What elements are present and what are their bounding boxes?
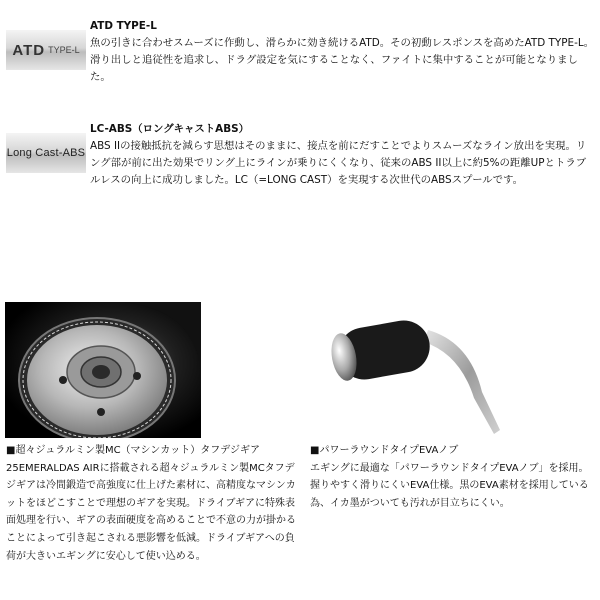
gear-caption-title: ■超々ジュラルミン製MC（マシンカット）タフデジギア [6, 445, 261, 456]
atd-description [90, 18, 596, 86]
knob-caption [310, 442, 595, 512]
lc-abs-description [90, 121, 596, 189]
gear-caption-body: 25EMERALDAS AIRに搭載される超々ジュラルミン製MCタフデジギアは冷間鍛造で高強度に仕上げた素材に、高精度なマシンカットをほどこすことで理想のギアを実現。ドライブギアに特殊表面処理を行い、ギアの表面硬度を高めることで不意の力が掛かることによって引き起こされる悪影響を低減。ドライブギアへの負荷が大きいエギングに安心して使い込める。 [6, 462, 296, 562]
drive-gear-illustration [5, 302, 201, 438]
gear-photo [5, 302, 201, 438]
atd-type-l-badge [6, 30, 86, 70]
knob-caption-title: ■パワーラウンドタイプEVAノブ [310, 445, 459, 456]
atd-logo: ATD [12, 41, 46, 59]
lc-abs-title: LC-ABS（ロングキャストABS） [90, 123, 249, 135]
knob-caption-body: エギングに最適な「パワーラウンドタイプEVAノブ」を採用。握りやすく滑りにくいEVA仕様。黒のEVA素材を採用している為、イカ墨がついても汚れが目立ちにくい。 [310, 462, 589, 509]
lc-abs-body: ABS IIの接触抵抗を減らす思想はそのままに、接点を前にだすことでよりスムーズなライン放出を実現。リング部が前に出た効果でリング上にラインが乗りにくくなり、従来のABS II以上に約5%の距離UPとトラブルレスの向上に成功しました。LC（=LONG CAST）を実現する次世代のABSスプールです。 [90, 140, 587, 186]
gear-caption [6, 442, 298, 565]
long-cast-abs-label: Long Cast-ABS [6, 147, 86, 159]
atd-logo-sub: TYPE-L [48, 45, 80, 55]
atd-body: 魚の引きに合わせスムーズに作動し、滑らかに効き続けるATD。その初動レスポンスを高めたATD TYPE-L。滑り出しと追従性を追求し、ドラグ設定を気にすることなく、ファイトに集中することが可能となりました。 [90, 37, 595, 83]
long-cast-abs-badge [6, 133, 86, 173]
atd-title: ATD TYPE-L [90, 20, 157, 32]
eva-knob-illustration [310, 302, 506, 438]
knob-photo [310, 302, 506, 438]
